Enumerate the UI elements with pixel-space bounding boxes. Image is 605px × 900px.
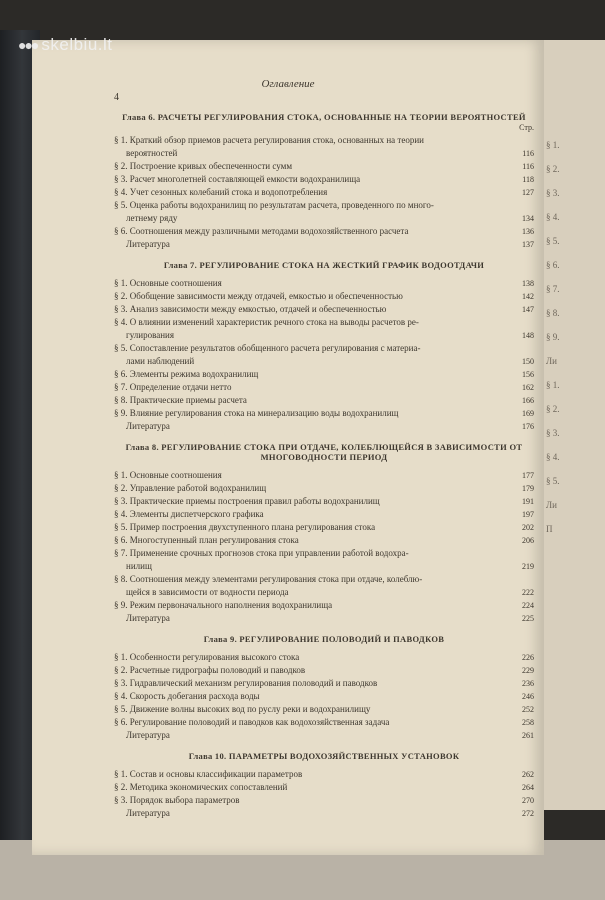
toc-entry — [114, 187, 534, 198]
toc-entry-page: 134 — [522, 214, 534, 223]
toc-entry-text: гулирования — [126, 330, 175, 340]
right-page-fragment: § 5. — [546, 236, 560, 246]
toc-entry-page: 127 — [522, 188, 534, 197]
toc-entry-text: § 4. Скорость добегания расхода воды — [114, 691, 260, 701]
literature-entry — [114, 613, 534, 624]
right-page-fragment: § 2. — [546, 404, 560, 414]
right-page-fragment: § 4. — [546, 212, 560, 222]
toc-entry-text: § 2. Методика экономических сопоставлений — [114, 782, 288, 792]
toc-entry-text: § 3. Практические приемы построения правил работы водохранилищ — [114, 496, 380, 506]
toc-entry-page: 118 — [522, 175, 534, 184]
toc-entry-text: Литература — [126, 730, 170, 740]
toc-entry-text: § 5. Сопоставление результатов обобщенного расчета регулирования с материа- — [114, 343, 421, 353]
toc-entry-page: 169 — [522, 409, 534, 418]
toc-entry-page: 219 — [522, 562, 534, 571]
toc-entry-page: 264 — [522, 783, 534, 792]
toc-entry-page: 236 — [522, 679, 534, 688]
toc-entry — [114, 291, 534, 302]
toc-entry — [114, 678, 534, 689]
toc-entry-page: 166 — [522, 396, 534, 405]
watermark — [18, 35, 113, 55]
toc-entry-page: 137 — [522, 240, 534, 249]
toc-entry-text: § 1. Краткий обзор приемов расчета регулирования стока, основанных на теории — [114, 135, 424, 145]
toc-entry-page: 252 — [522, 705, 534, 714]
toc-entry — [114, 395, 534, 406]
right-page-fragment: П — [546, 524, 553, 534]
toc-entry-page: 272 — [522, 809, 534, 818]
right-page-fragment: § 2. — [546, 164, 560, 174]
toc-entry-page: 222 — [522, 588, 534, 597]
right-page-fragment: § 7. — [546, 284, 560, 294]
toc-entry-text: § 4. Учет сезонных колебаний стока и водопотребления — [114, 187, 328, 197]
toc-entry-page: 138 — [522, 279, 534, 288]
toc-entry-page: 156 — [522, 370, 534, 379]
toc-entry-page: 148 — [522, 331, 534, 340]
toc-entry-page: 136 — [522, 227, 534, 236]
table-of-contents — [114, 102, 534, 821]
toc-entry — [114, 574, 534, 585]
toc-entry-text: § 3. Порядок выбора параметров — [114, 795, 240, 805]
toc-entry-page: 162 — [522, 383, 534, 392]
right-page-fragment: § 3. — [546, 188, 560, 198]
toc-entry — [114, 408, 534, 419]
toc-entry-text: § 8. Практические приемы расчета — [114, 395, 247, 405]
toc-entry-page: 225 — [522, 614, 534, 623]
toc-entry-text: § 6. Многоступенный план регулирования стока — [114, 535, 299, 545]
toc-entry — [114, 317, 534, 328]
toc-entry — [114, 795, 534, 806]
toc-entry-page: 270 — [522, 796, 534, 805]
toc-entry-text: § 6. Соотношения между различными методами водохозяйственного расчета — [114, 226, 409, 236]
toc-entry-text: лами наблюдений — [126, 356, 195, 366]
toc-entry — [114, 561, 534, 572]
toc-entry-text: § 7. Определение отдачи нетто — [114, 382, 232, 392]
toc-entry-text: Литература — [126, 613, 170, 623]
toc-entry — [114, 382, 534, 393]
toc-entry-text: § 6. Регулирование половодий и паводков как водохозяйственная задача — [114, 717, 390, 727]
toc-entry-page: 197 — [522, 510, 534, 519]
toc-entry-page: 116 — [522, 162, 534, 171]
toc-entry — [114, 278, 534, 289]
toc-entry — [114, 522, 534, 533]
toc-entry-text: § 5. Движение волны высоких вод по руслу реки и водохранилищу — [114, 704, 371, 714]
toc-entry-text: § 6. Элементы режима водохранилищ — [114, 369, 259, 379]
page-number: 4 — [114, 92, 119, 103]
toc-entry-text: нилищ — [126, 561, 152, 571]
toc-entry — [114, 174, 534, 185]
chapter-heading: Глава 7. РЕГУЛИРОВАНИЕ СТОКА НА ЖЕСТКИЙ ГРАФИК ВОДООТДАЧИ — [163, 260, 485, 270]
chapter-heading: Глава 6. РАСЧЕТЫ РЕГУЛИРОВАНИЯ СТОКА, ОСНОВАННЫЕ НА ТЕОРИИ ВЕРОЯТНОСТЕЙ — [122, 112, 526, 122]
toc-entry-text: щейся в зависимости от водности периода — [126, 587, 289, 597]
toc-entry-page: 150 — [522, 357, 534, 366]
toc-entry — [114, 535, 534, 546]
right-page-fragment: § 3. — [546, 428, 560, 438]
toc-entry-text: § 9. Режим первоначального наполнения водохранилища — [114, 600, 333, 610]
toc-entry-page: 179 — [522, 484, 534, 493]
toc-entry-page: 246 — [522, 692, 534, 701]
toc-entry-text: § 4. О влиянии изменений характеристик речного стока на выводы расчетов ре- — [114, 317, 419, 327]
toc-entry — [114, 665, 534, 676]
toc-entry-page: 206 — [522, 536, 534, 545]
right-page-fragment: Ли — [546, 500, 557, 510]
literature-entry — [114, 421, 534, 432]
right-page-fragment: § 9. — [546, 332, 560, 342]
toc-entry — [114, 470, 534, 481]
toc-entry-text: § 1. Состав и основы классификации параметров — [114, 769, 303, 779]
right-page-fragment: § 6. — [546, 260, 560, 270]
toc-entry-page: 147 — [522, 305, 534, 314]
toc-entry-page: 116 — [522, 149, 534, 158]
toc-entry-text: § 3. Анализ зависимости между емкостью, отдачей и обеспеченностью — [114, 304, 387, 314]
toc-entry-text: § 8. Соотношения между элементами регулирования стока при отдаче, колеблю- — [114, 574, 423, 584]
toc-entry-text: летнему ряду — [126, 213, 178, 223]
toc-entry-text: § 2. Управление работой водохранилищ — [114, 483, 267, 493]
toc-entry — [114, 496, 534, 507]
toc-entry — [114, 782, 534, 793]
chapter-heading: Глава 10. ПАРАМЕТРЫ ВОДОХОЗЯЙСТВЕННЫХ УСТАНОВОК — [188, 751, 460, 761]
toc-entry-text: § 1. Основные соотношения — [114, 278, 222, 288]
toc-entry — [114, 200, 534, 211]
toc-entry-text: Литература — [126, 239, 170, 249]
toc-entry-page: 258 — [522, 718, 534, 727]
toc-entry-page: 191 — [522, 497, 534, 506]
literature-entry — [114, 808, 534, 819]
right-page — [540, 40, 605, 810]
literature-entry — [114, 239, 534, 250]
toc-entry-page: 224 — [522, 601, 534, 610]
toc-entry-text: § 9. Влияние регулирования стока на минерализацию воды водохранилищ — [114, 408, 399, 418]
toc-entry-text: § 2. Построение кривых обеспеченности сумм — [114, 161, 293, 171]
watermark-text: skelbiu.lt — [41, 35, 113, 54]
toc-entry — [114, 704, 534, 715]
toc-page — [32, 40, 544, 855]
literature-entry — [114, 730, 534, 741]
toc-entry — [114, 330, 534, 341]
toc-entry-page: 229 — [522, 666, 534, 675]
toc-entry — [114, 600, 534, 611]
toc-entry — [114, 691, 534, 702]
toc-entry-page: 226 — [522, 653, 534, 662]
toc-entry-page: 142 — [522, 292, 534, 301]
toc-entry-text: вероятностей — [126, 148, 178, 158]
toc-entry-page: 177 — [522, 471, 534, 480]
toc-entry — [114, 213, 534, 224]
toc-entry — [114, 717, 534, 728]
chapter-heading: Глава 8. РЕГУЛИРОВАНИЕ СТОКА ПРИ ОТДАЧЕ, КОЛЕБЛЮЩЕЙСЯ В ЗАВИСИМОСТИ ОТ МНОГОВОДНОСТИ ПЕРИОД — [125, 442, 523, 462]
watermark-logo-icon: ●●● — [18, 37, 38, 53]
toc-entry-page: 261 — [522, 731, 534, 740]
toc-entry — [114, 548, 534, 559]
toc-entry — [114, 483, 534, 494]
toc-entry-text: § 1. Особенности регулирования высокого стока — [114, 652, 300, 662]
toc-entry-text: § 1. Основные соотношения — [114, 470, 222, 480]
right-page-fragment: § 5. — [546, 476, 560, 486]
toc-entry-page: 262 — [522, 770, 534, 779]
toc-entry — [114, 652, 534, 663]
toc-entry-text: § 3. Расчет многолетней составляющей емкости водохранилища — [114, 174, 361, 184]
toc-entry-text: § 4. Элементы диспетчерского графика — [114, 509, 264, 519]
toc-entry — [114, 509, 534, 520]
toc-entry — [114, 304, 534, 315]
right-page-fragment: § 4. — [546, 452, 560, 462]
toc-entry-text: § 2. Расчетные гидрографы половодий и паводков — [114, 665, 306, 675]
toc-entry — [114, 135, 534, 146]
right-page-fragment: § 1. — [546, 380, 560, 390]
toc-entry — [114, 161, 534, 172]
toc-entry-page: 202 — [522, 523, 534, 532]
toc-entry — [114, 587, 534, 598]
running-header: Оглавление — [261, 78, 315, 90]
toc-entry-text: § 3. Гидравлический механизм регулирования половодий и паводков — [114, 678, 378, 688]
toc-entry-text: Литература — [126, 808, 170, 818]
toc-entry — [114, 769, 534, 780]
page-column-label: Стр. — [519, 123, 534, 132]
toc-entry-text: Литература — [126, 421, 170, 431]
toc-entry-text: § 5. Оценка работы водохранилищ по результатам расчета, проведенного по много- — [114, 200, 434, 210]
toc-entry — [114, 343, 534, 354]
toc-entry-page: 176 — [522, 422, 534, 431]
toc-entry — [114, 226, 534, 237]
toc-entry — [114, 369, 534, 380]
right-page-fragment: Ли — [546, 356, 557, 366]
right-page-fragment: § 1. — [546, 140, 560, 150]
toc-entry — [114, 148, 534, 159]
toc-entry-text: § 5. Пример построения двухступенного плана регулирования стока — [114, 522, 376, 532]
toc-entry — [114, 356, 534, 367]
right-page-fragment: § 8. — [546, 308, 560, 318]
chapter-heading: Глава 9. РЕГУЛИРОВАНИЕ ПОЛОВОДИЙ И ПАВОДКОВ — [203, 634, 445, 644]
toc-entry-text: § 7. Применение срочных прогнозов стока при управлении работой водохра- — [114, 548, 409, 558]
toc-entry-text: § 2. Обобщение зависимости между отдачей, емкостью и обеспеченностью — [114, 291, 403, 301]
